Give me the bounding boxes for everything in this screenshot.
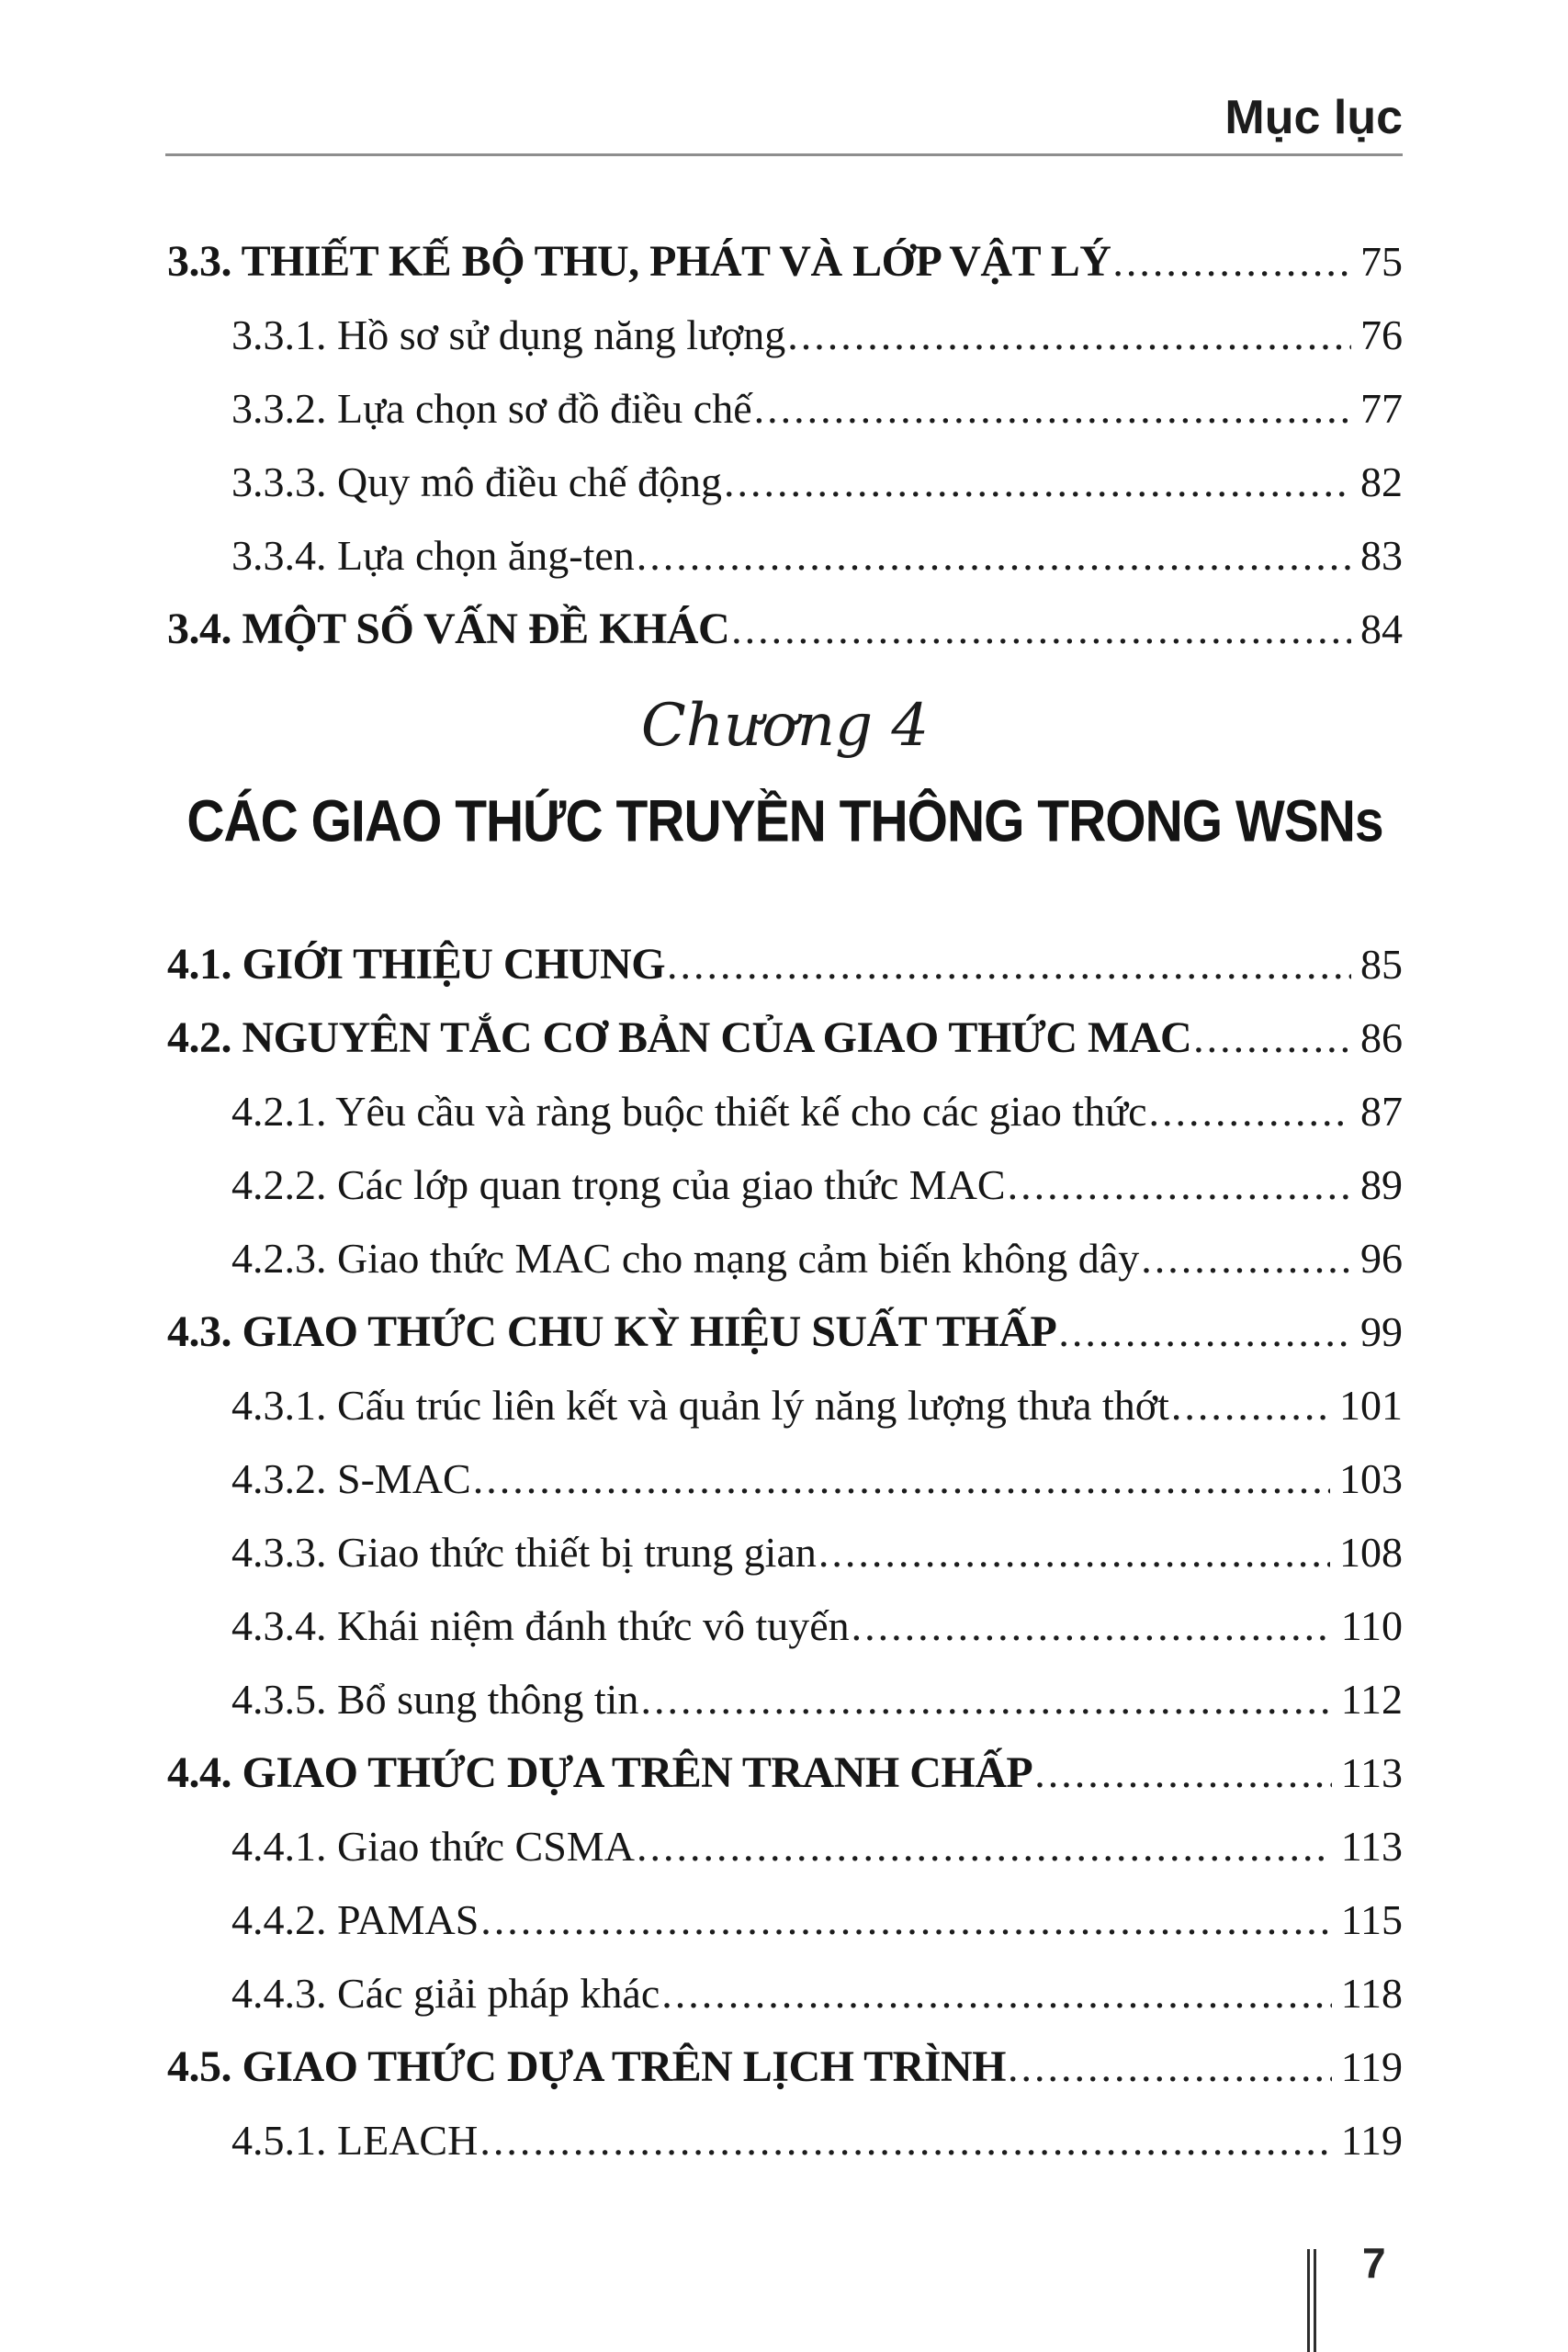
toc-entry-page: 77 [1360, 385, 1403, 432]
toc-entry-label: 4.4.2. PAMAS [231, 1896, 479, 1943]
toc-entry-label: 3.3.4. Lựa chọn ăng-ten [231, 532, 635, 579]
toc-entry-page: 75 [1360, 238, 1403, 285]
toc-entry [167, 1736, 1403, 1810]
chapter-title: CÁC GIAO THỨC TRUYỀN THÔNG TRONG WSNs [186, 788, 1383, 854]
dot-leader [1193, 1001, 1351, 1075]
toc-entry [167, 2104, 1403, 2177]
toc-entry [167, 2030, 1403, 2104]
toc-entry-label: 4.2.1. Yêu cầu và ràng buộc thiết kế cho các giao thức [231, 1088, 1147, 1135]
toc-entry-page: 82 [1360, 458, 1403, 505]
toc-entry-page: 118 [1340, 1970, 1403, 2017]
dot-leader [1008, 2030, 1332, 2104]
toc-entry [167, 1442, 1403, 1516]
toc-entry-label: 4.3.1. Cấu trúc liên kết và quản lý năng lượng thưa thớt [231, 1382, 1169, 1429]
toc-entry [167, 225, 1403, 299]
toc-entry [167, 1295, 1403, 1369]
toc-entry-label: 4.3.2. S-MAC [231, 1455, 471, 1502]
toc-list-top [167, 225, 1403, 666]
dot-leader [480, 1883, 1331, 1957]
toc-entry-page: 115 [1340, 1896, 1403, 1943]
toc-entry-label: 4.2. NGUYÊN TẮC CƠ BẢN CỦA GIAO THỨC MAC [167, 1013, 1192, 1062]
toc-list-bottom [167, 928, 1403, 2177]
toc-entry-page: 108 [1339, 1529, 1403, 1576]
toc-entry-label: 3.3. THIẾT KẾ BỘ THU, PHÁT VÀ LỚP VẬT LÝ [167, 237, 1111, 286]
toc-entry [167, 1589, 1403, 1663]
toc-entry-page: 113 [1340, 1749, 1403, 1796]
dot-leader [661, 1957, 1331, 2030]
dot-leader [731, 593, 1351, 666]
toc-entry [167, 1516, 1403, 1589]
toc-entry-label: 4.4.3. Các giải pháp khác [231, 1970, 660, 2017]
footer-vertical-rule [1307, 2249, 1316, 2352]
toc-entry [167, 1810, 1403, 1883]
toc-entry [167, 1001, 1403, 1075]
dot-leader [818, 1516, 1330, 1589]
dot-leader [1008, 1148, 1351, 1222]
toc-entry [167, 299, 1403, 372]
toc-entry-page: 103 [1339, 1455, 1403, 1502]
dot-leader [1034, 1736, 1332, 1810]
toc-entry-page: 89 [1360, 1161, 1403, 1208]
toc-entry [167, 1148, 1403, 1222]
toc-entry-label: 3.3.3. Quy mô điều chế động [231, 458, 723, 505]
header-rule [165, 153, 1403, 156]
toc-entry-page: 99 [1360, 1308, 1403, 1355]
toc-entry-label: 4.3.5. Bổ sung thông tin [231, 1676, 639, 1723]
toc-entry-page: 96 [1360, 1235, 1403, 1282]
toc-entry [167, 519, 1403, 593]
toc-entry-label: 4.2.2. Các lớp quan trọng của giao thức MAC [231, 1161, 1006, 1208]
chapter-kicker: Chương 4 [640, 692, 930, 760]
toc-entry-label: 4.1. GIỚI THIỆU CHUNG [167, 940, 666, 989]
page-header-title: Mục lục [1224, 91, 1403, 144]
toc-entry [167, 446, 1403, 519]
toc-entry-label: 4.3.3. Giao thức thiết bị trung gian [231, 1529, 817, 1576]
dot-leader [473, 1442, 1330, 1516]
toc-entry [167, 1957, 1403, 2030]
dot-leader [1141, 1222, 1351, 1295]
toc-entry-page: 76 [1360, 311, 1403, 358]
dot-leader [754, 372, 1351, 446]
toc-entry-label: 3.3.2. Lựa chọn sơ đồ điều chế [231, 385, 752, 432]
dot-leader [637, 1810, 1332, 1883]
toc-entry-page: 87 [1360, 1088, 1403, 1135]
toc-entry-page: 101 [1339, 1382, 1403, 1429]
toc-entry-page: 83 [1360, 532, 1403, 579]
toc-entry [167, 372, 1403, 446]
toc-entry-page: 119 [1340, 2117, 1403, 2164]
dot-leader [852, 1589, 1332, 1663]
toc-entry-label: 3.4. MỘT SỐ VẤN ĐỀ KHÁC [167, 605, 730, 653]
dot-leader [637, 519, 1351, 593]
toc-entry [167, 593, 1403, 666]
toc-entry-label: 4.2.3. Giao thức MAC cho mạng cảm biến không dây [231, 1235, 1140, 1282]
toc-entry-label: 4.3. GIAO THỨC CHU KỲ HIỆU SUẤT THẤP [167, 1307, 1057, 1356]
page-number: 7 [1362, 2239, 1386, 2287]
dot-leader [1112, 225, 1351, 299]
dot-leader [1058, 1295, 1351, 1369]
toc-entry [167, 1883, 1403, 1957]
toc-entry-page: 112 [1340, 1676, 1403, 1723]
dot-leader [640, 1663, 1331, 1736]
toc-entry-label: 3.3.1. Hồ sơ sử dụng năng lượng [231, 311, 786, 358]
toc-entry [167, 1222, 1403, 1295]
toc-entry-page: 85 [1360, 941, 1403, 988]
toc-entry [167, 1663, 1403, 1736]
toc-entry-label: 4.5. GIAO THỨC DỰA TRÊN LỊCH TRÌNH [167, 2042, 1006, 2091]
dot-leader [1149, 1075, 1351, 1148]
dot-leader [1171, 1369, 1330, 1442]
toc-entry [167, 928, 1403, 1001]
dot-leader [479, 2104, 1331, 2177]
toc-entry-label: 4.3.4. Khái niệm đánh thức vô tuyến [231, 1602, 850, 1649]
toc-entry-label: 4.5.1. LEACH [231, 2117, 479, 2164]
toc-entry-page: 110 [1340, 1602, 1403, 1649]
toc-entry-label: 4.4. GIAO THỨC DỰA TRÊN TRANH CHẤP [167, 1748, 1033, 1797]
toc-entry-page: 86 [1360, 1014, 1403, 1061]
toc-entry-label: 4.4.1. Giao thức CSMA [231, 1823, 635, 1870]
toc-entry-page: 119 [1340, 2043, 1403, 2090]
toc-entry [167, 1075, 1403, 1148]
toc-entry-page: 113 [1340, 1823, 1403, 1870]
dot-leader [787, 299, 1351, 372]
toc-entry-page: 84 [1360, 605, 1403, 652]
dot-leader [667, 928, 1351, 1001]
dot-leader [724, 446, 1351, 519]
toc-entry [167, 1369, 1403, 1442]
